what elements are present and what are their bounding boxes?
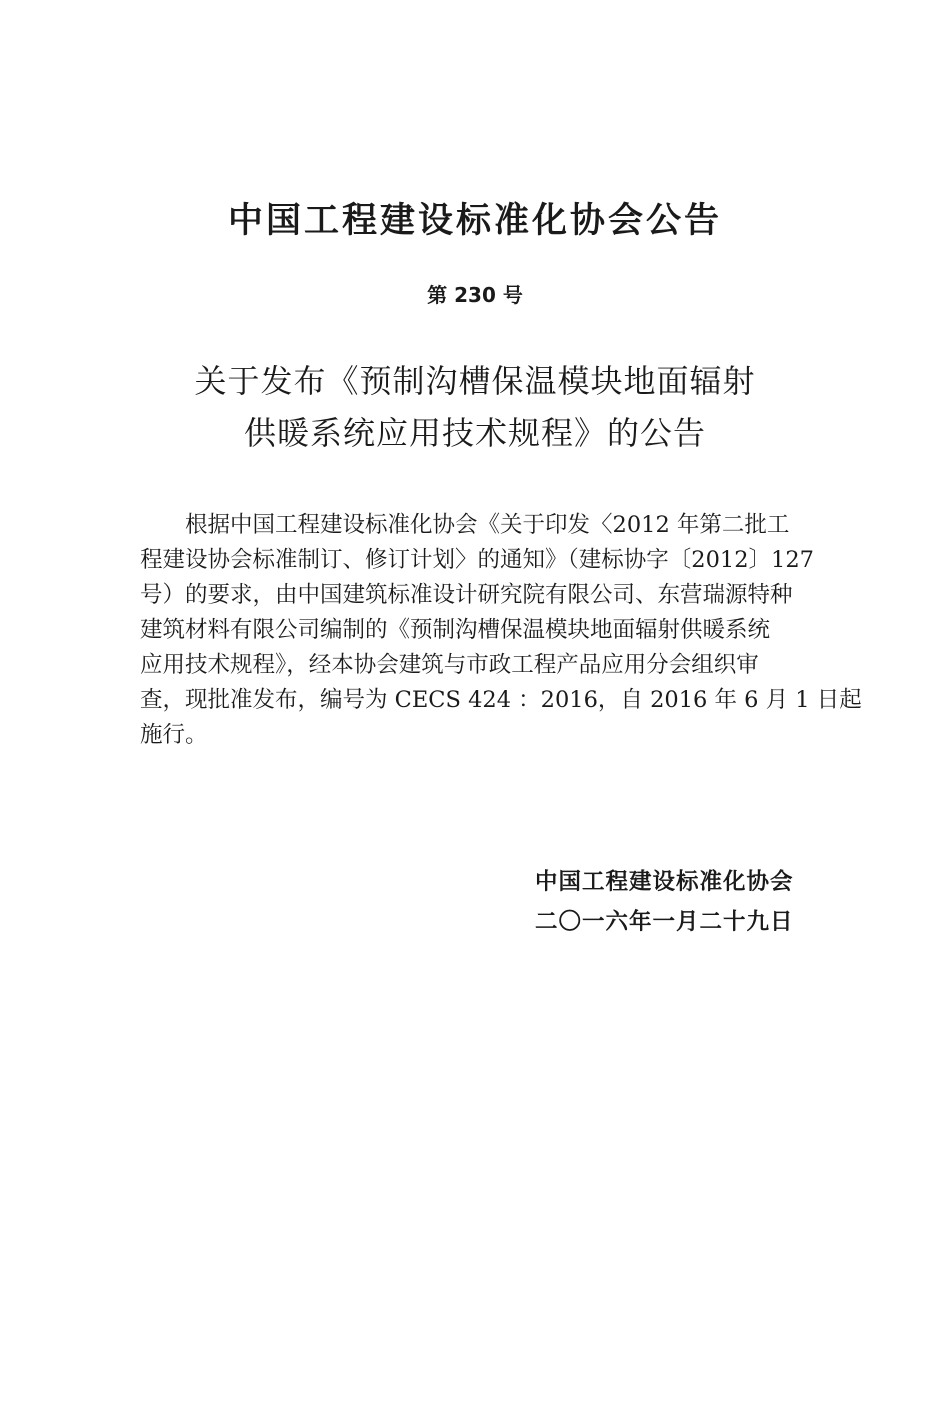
- signature-date: 二〇一六年一月二十九日: [535, 909, 794, 935]
- body-line: 号）的要求，由中国建筑标准设计研究院有限公司、东营瑞源特种: [140, 582, 793, 608]
- body-line: 施行。: [140, 722, 208, 748]
- body-line: 建筑材料有限公司编制的《预制沟槽保温模块地面辐射供暖系统: [140, 617, 771, 643]
- issuer-title: 中国工程建设标准化协会公告: [227, 201, 722, 241]
- notice-body: [140, 508, 875, 753]
- body-line: 查，现批准发布，编号为 CECS 424 ：2016，自 2016 年 6 月 1 日起: [140, 687, 862, 713]
- subject-line: 供暖系统应用技术规程》的公告: [243, 414, 706, 452]
- notice-subject: [0, 355, 950, 459]
- signature-organization: 中国工程建设标准化协会: [535, 869, 794, 895]
- subject-line: 关于发布《预制沟槽保温模块地面辐射: [194, 362, 756, 400]
- body-line: 应用技术规程》，经本协会建筑与市政工程产品应用分会组织审: [140, 652, 759, 678]
- body-line: 程建设协会标准制订、修订计划〉的通知》（建标协字〔2012〕127: [140, 547, 814, 573]
- document-number: 第 230 号: [427, 283, 523, 307]
- body-line: 根据中国工程建设标准化协会《关于印发〈2012 年第二批工: [185, 512, 790, 538]
- signature-block: [535, 862, 794, 942]
